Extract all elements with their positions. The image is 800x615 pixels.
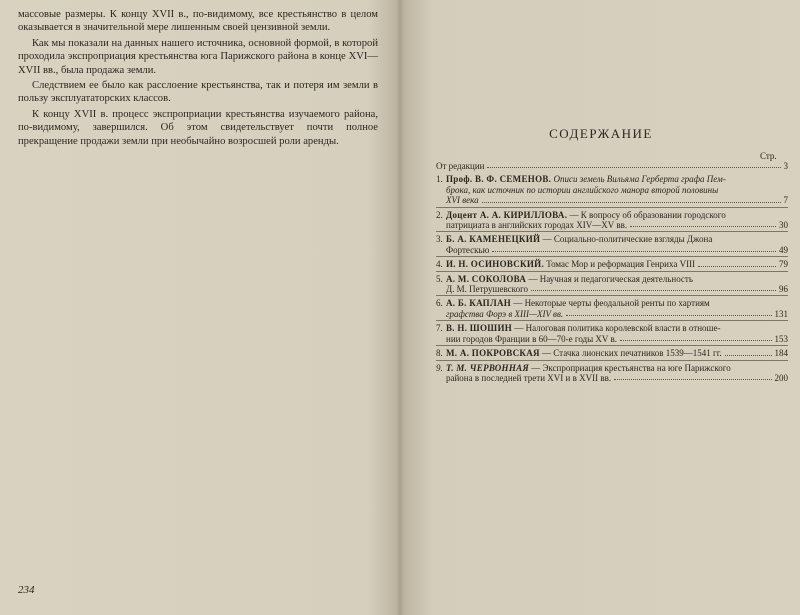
entry-title: — К вопросу об образовании городского [569, 209, 726, 220]
toc-entry[interactable] [436, 172, 788, 207]
entry-title-cont: патрициата в английских городах XIV—XV вв. [446, 220, 628, 231]
toc-entry[interactable] [436, 346, 788, 360]
paragraph: Следствием ее было как расслоение крестьянства, так и потеря им земли в пользу эксплуататорских классов. [18, 80, 378, 105]
entry-page: 200 [774, 372, 788, 383]
toc-title: СОДЕРЖАНИЕ [549, 126, 653, 141]
leader-dots [630, 226, 776, 227]
toc-entry-editors[interactable] [436, 159, 788, 172]
leader-dots [698, 266, 776, 267]
entry-title: — Некоторые черты феодальной ренты по хартиям [513, 298, 710, 309]
entry-number: 2. [436, 209, 443, 220]
entry-page: 131 [774, 308, 788, 319]
entry-author: А. Б. КАПЛАН [446, 298, 512, 309]
toc-entry[interactable] [436, 296, 788, 321]
entry-author: М. А. ПОКРОВСКАЯ [446, 348, 540, 359]
entry-number: 4. [436, 259, 443, 270]
leader-dots [614, 379, 771, 380]
entry-number: 1. [436, 174, 443, 185]
page-column-label: Стр. [760, 151, 777, 161]
entry-title: От редакции [436, 161, 485, 171]
leader-dots [566, 315, 771, 316]
left-page [0, 0, 398, 615]
right-page [402, 0, 800, 615]
entry-author: Т. М. ЧЕРВОННАЯ [446, 362, 529, 373]
entry-title: Томас Мор и реформация Генриха VIII [546, 259, 696, 270]
entry-title: — Социально-политические взгляды Джона [542, 234, 713, 245]
toc-entry[interactable] [436, 257, 788, 271]
entry-title-cont: Фортескью [446, 244, 490, 255]
entry-title-cont: брока, как источник по истории английского манора второй половины [446, 184, 719, 195]
entry-title-cont: нии городов Франции в 60—70-е годы XV в. [446, 333, 618, 344]
toc-entry[interactable] [436, 321, 788, 346]
entry-title: Описи земель Вильяма Герберта графа Пем- [553, 174, 726, 185]
body-text [18, 8, 378, 150]
paragraph: массовые размеры. К концу XVII в., по-видимому, все крестьянство в целом оказывается в значительной мере лишенным своей цензивной земли. [18, 9, 378, 34]
toc-entry[interactable] [436, 272, 788, 297]
leader-dots [492, 251, 776, 252]
entry-author: Доцент А. А. КИРИЛЛОВА. [446, 209, 568, 220]
entry-page: 7 [783, 195, 788, 206]
entry-author: И. Н. ОСИНОВСКИЙ. [446, 259, 544, 270]
page-number: 234 [18, 584, 35, 596]
leader-dots [620, 340, 771, 341]
entry-page: 30 [779, 220, 788, 231]
entry-title: — Научная и педагогическая деятельность [528, 273, 693, 284]
entry-title: — Налоговая политика королевской власти в отноше- [514, 323, 721, 334]
entry-number: 8. [436, 348, 443, 359]
leader-dots [487, 167, 780, 168]
entry-number: 3. [436, 234, 443, 245]
toc-entry[interactable] [436, 232, 788, 257]
entry-page: 49 [779, 244, 788, 255]
leader-dots [725, 355, 772, 356]
entry-number: 9. [436, 362, 443, 373]
entry-page: 3 [783, 161, 788, 171]
entry-title-cont: Д. М. Петрушевского [446, 284, 529, 295]
entry-number: 7. [436, 323, 443, 334]
toc-entry[interactable] [436, 208, 788, 233]
entry-title-cont: XVI века [446, 195, 479, 206]
paragraph: К концу XVII в. процесс экспроприации крестьянства изучаемого района, по-видимому, завершился. Об этом свидетельствует почти полное прекращение продажи земли при необычайно возросшей роли аренды. [18, 108, 378, 147]
toc-entry[interactable] [436, 361, 788, 385]
entry-author: Проф. В. Ф. СЕМЕНОВ. [446, 174, 552, 185]
entry-author: В. Н. ШОШИН [446, 323, 513, 334]
entry-title: — Экспроприация крестьянства на юге Парижского [531, 362, 731, 373]
leader-dots [482, 202, 781, 203]
paragraph: Как мы показали на данных нашего источника, основной формой, в которой проходила экспроприация крестьянства юга Парижского района в конце XVI—XVII вв., была продажа земли. [18, 37, 378, 76]
leader-dots [531, 290, 776, 291]
entry-title-cont: района в последней трети XVI и в XVII вв. [446, 372, 612, 383]
entry-page: 96 [779, 284, 788, 295]
entry-author: А. М. СОКОЛОВА [446, 273, 527, 284]
entry-page: 184 [774, 348, 788, 359]
entry-number: 5. [436, 273, 443, 284]
toc-list [436, 159, 788, 384]
entry-author: Б. А. КАМЕНЕЦКИЙ [446, 234, 541, 245]
entry-page: 79 [779, 259, 788, 270]
entry-number: 6. [436, 298, 443, 309]
entry-title: — Стачка лионских печатников 1539—1541 гг. [542, 348, 722, 359]
entry-page: 153 [774, 333, 788, 344]
entry-title-cont: графства Форэ в XIII—XIV вв. [446, 308, 564, 319]
